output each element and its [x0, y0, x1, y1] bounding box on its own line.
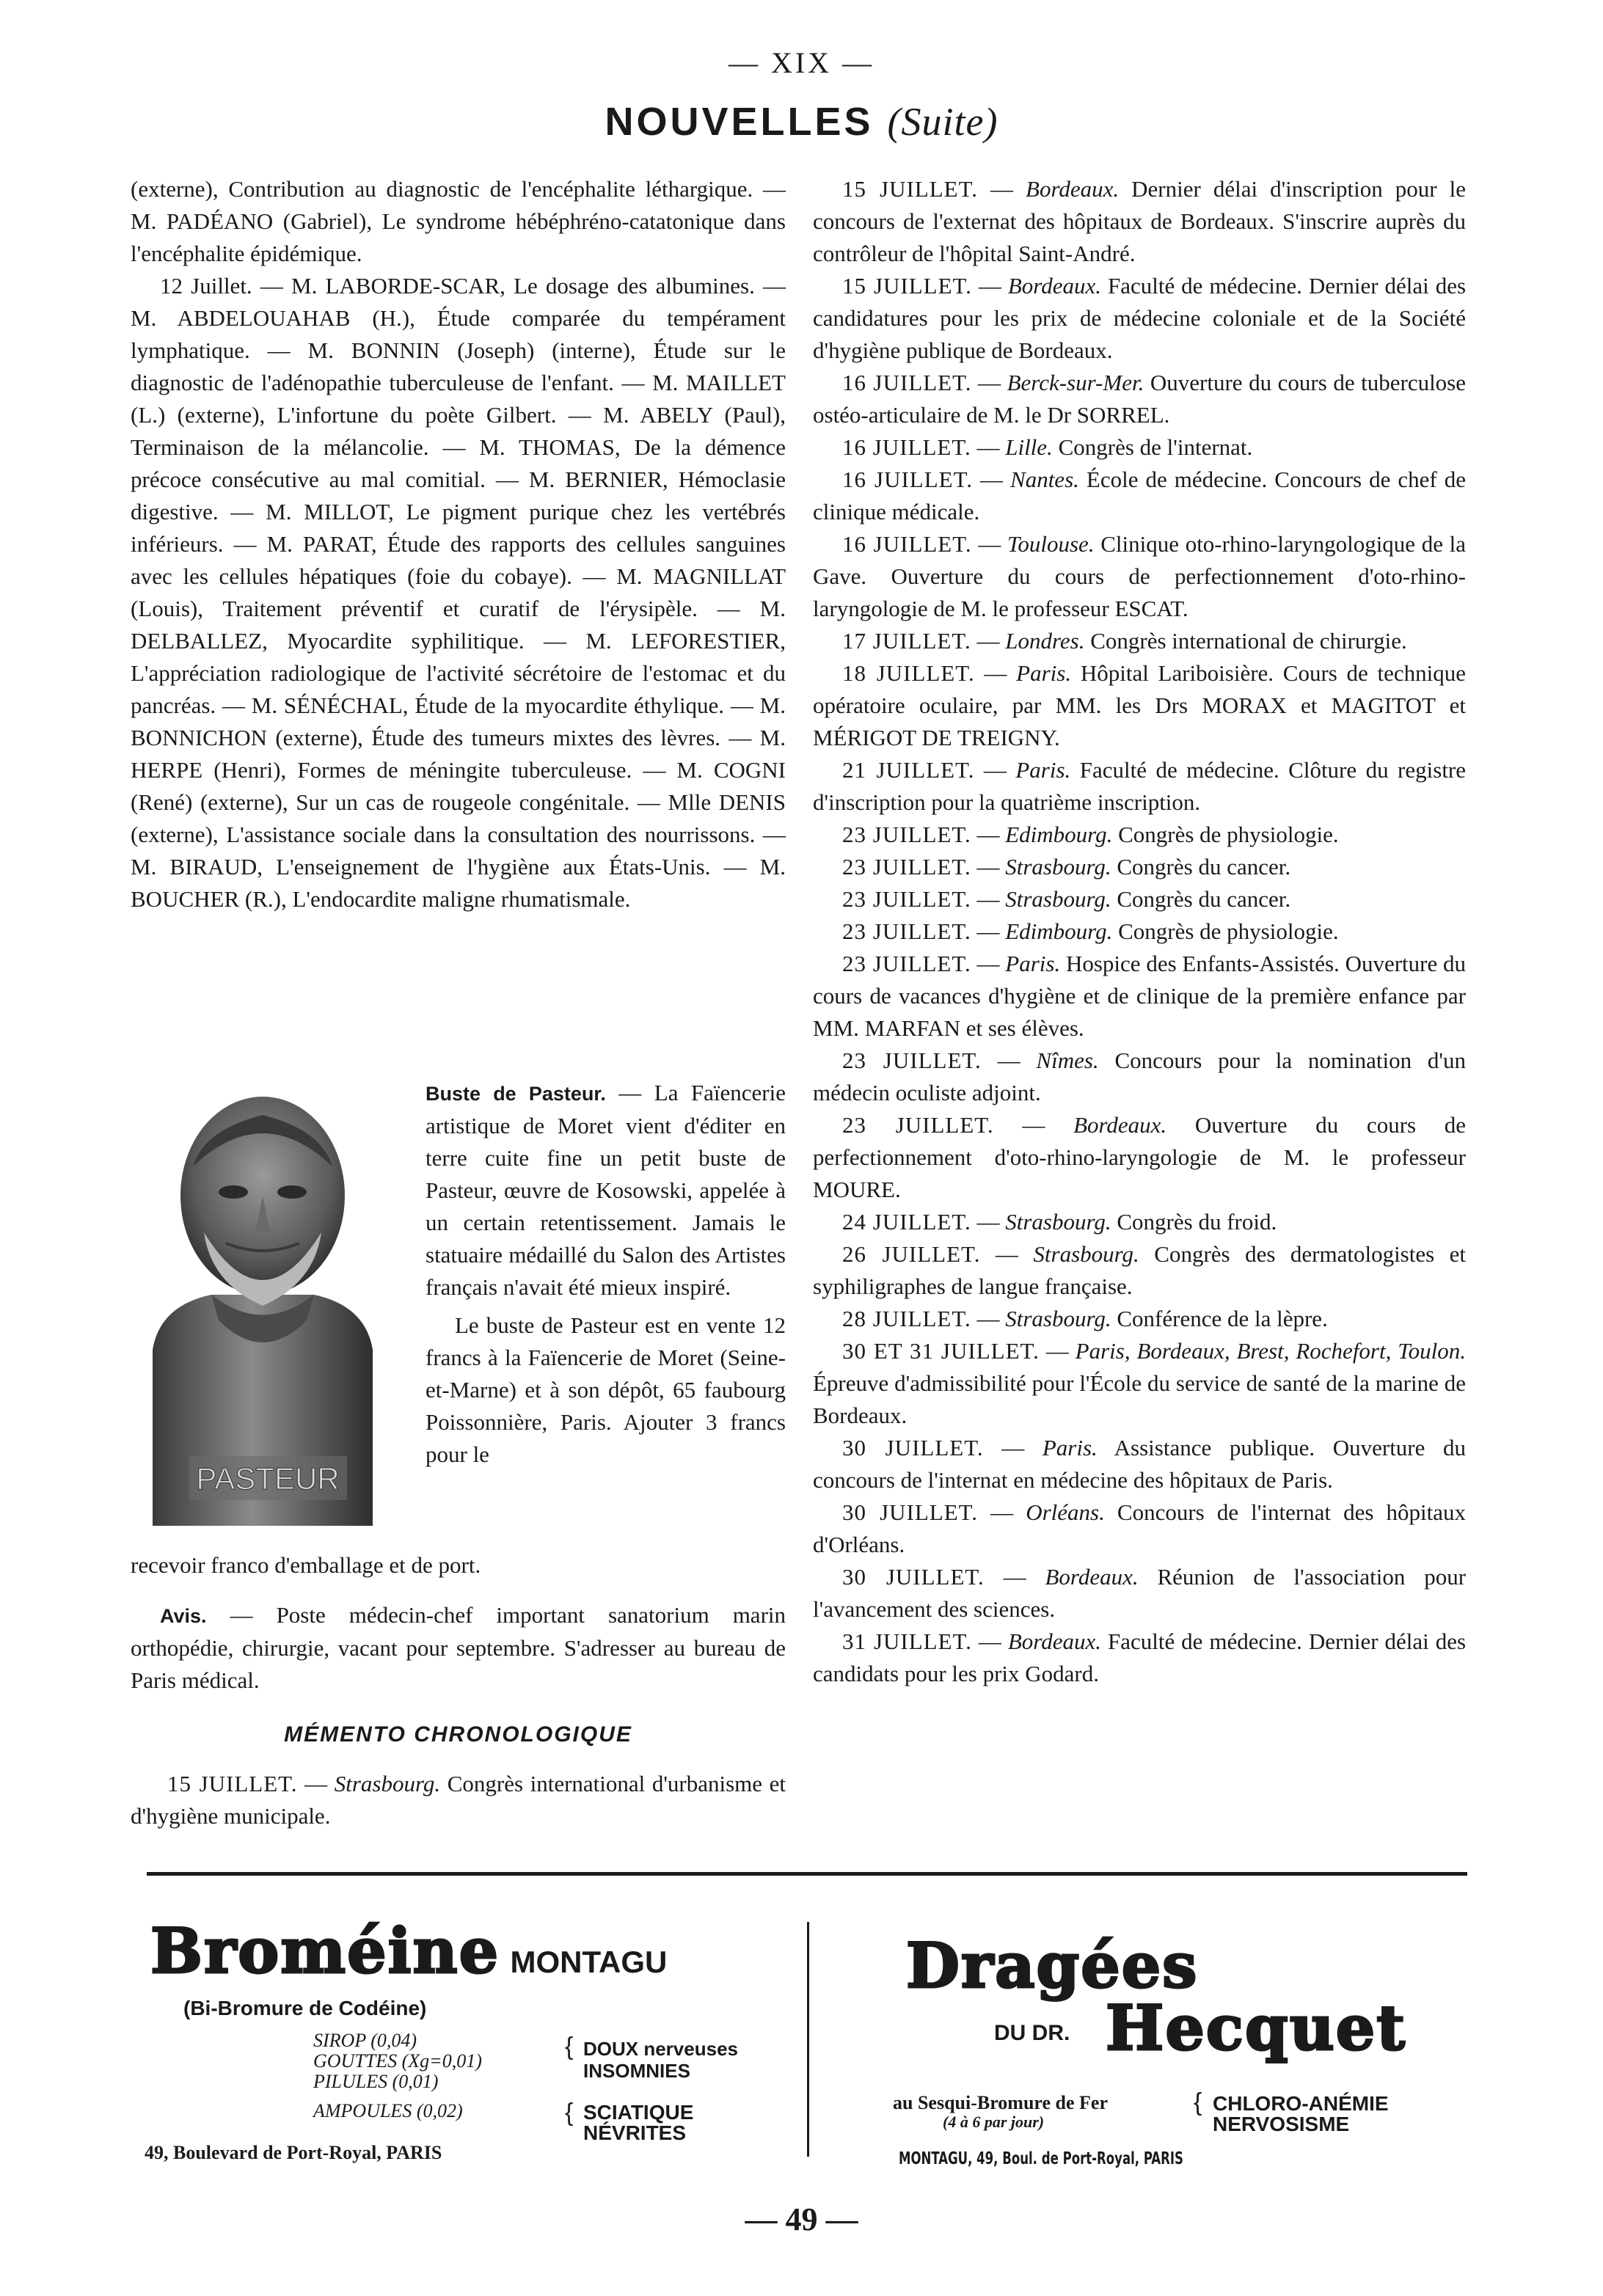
event-text: Congrès du cancer. — [1117, 854, 1291, 880]
event-place: Strasbourg. — [1005, 886, 1111, 912]
memento-first-entry: 15 JUILLET. — Strasbourg. Congrès international d'urbanisme et d'hygiène municipale. — [131, 1771, 786, 1829]
event-place: Paris, Bordeaux, Brest, Rochefort, Toulon. — [1075, 1338, 1466, 1364]
event-entry: 23 JUILLET. — Edimbourg. Congrès de physiologie. — [842, 918, 1339, 944]
event-place: Orléans. — [1026, 1499, 1105, 1525]
event-entry: 16 JUILLET. — Toulouse. Clinique oto-rhino-laryngologique de la Gave. Ouverture du cours de perfectionnement d'oto-rhino-laryngologie de M. le professeur ESCAT. — [813, 531, 1467, 621]
event-place: Paris. — [1015, 757, 1071, 783]
event-entry: 30 JUILLET. — Bordeaux. Réunion de l'association pour l'avancement des sciences. — [813, 1564, 1467, 1622]
event-entry: 30 ET 31 JUILLET. — Paris, Bordeaux, Brest, Rochefort, Toulon. Épreuve d'admissibilité pour l'École du service de santé de la marine de Bordeaux. — [813, 1338, 1466, 1428]
event-place: Paris. — [1016, 660, 1072, 686]
bust-drawing — [131, 1086, 395, 1526]
bust-heading: Buste de Pasteur. — [426, 1083, 606, 1105]
ad-brace-2: { — [565, 2099, 574, 2127]
bust-body-3: recevoir franco d'emballage et de port. — [131, 1552, 481, 1578]
event-place: Paris. — [1042, 1435, 1098, 1460]
ad-dragees-brand-1: Dragées — [906, 1929, 1199, 2002]
event-place: Edimbourg. — [1005, 822, 1113, 847]
event-date: 30 JUILLET. — [842, 1564, 985, 1590]
event-date: 15 JUILLET. — [842, 176, 978, 202]
event-place: Bordeaux. — [1007, 1628, 1101, 1654]
ad-indication: SCIATIQUE — [583, 2101, 694, 2124]
event-text: Réunion de l'association pour l'avancement des sciences. — [813, 1564, 1467, 1622]
plinth-label: PASTEUR — [196, 1461, 340, 1496]
event-place: Nantes. — [1010, 467, 1079, 492]
event-text: Faculté de médecine. Dernier délai des candidats pour les prix Godard. — [813, 1628, 1467, 1686]
event-text: Congrès de l'internat. — [1058, 434, 1253, 460]
event-place: Strasbourg. — [334, 1771, 441, 1796]
event-entry: 15 JUILLET. — Bordeaux. Faculté de médecine. Dernier délai des candidatures pour les prix de médecine coloniale et de la Société d'hygiène publique de Bordeaux. — [813, 273, 1467, 363]
event-date: 31 JUILLET. — [842, 1628, 972, 1654]
event-text: Concours de l'internat des hôpitaux d'Orléans. — [813, 1499, 1466, 1557]
ad-indication: CHLORO-ANÉMIE — [1213, 2092, 1389, 2115]
ad-bromeine-subtitle: (Bi-Bromure de Codéine) — [183, 1997, 427, 2019]
ad-bromeine-indications-2 — [583, 2102, 693, 2143]
event-text: Congrès des dermatologistes et syphiligraphes de langue française. — [813, 1241, 1467, 1299]
event-date: 23 JUILLET. — [842, 854, 971, 880]
event-text: Congrès international d'urbanisme et d'hygiène municipale. — [131, 1771, 786, 1829]
ad-dragees-dose: (4 à 6 par jour) — [943, 2113, 1045, 2131]
event-place: Paris. — [1005, 951, 1061, 976]
ad-dragees-address: MONTAGU, 49, Boul. de Port-Royal, PARIS — [899, 2149, 1183, 2168]
event-place: Edimbourg. — [1005, 918, 1113, 944]
event-place: Nîmes. — [1036, 1048, 1099, 1073]
event-place: Berck-sur-Mer. — [1007, 370, 1144, 395]
event-date: 26 JUILLET. — [842, 1241, 981, 1267]
event-text: Conférence de la lèpre. — [1117, 1306, 1328, 1331]
ad-bromeine-address: 49, Boulevard de Port-Royal, PARIS — [145, 2142, 442, 2163]
event-entry: 23 JUILLET. — Bordeaux. Ouverture du cours de perfectionnement d'oto-rhino-laryngologie de M. le professeur MOURE. — [813, 1112, 1467, 1202]
event-place: Londres. — [1005, 628, 1085, 654]
event-entry: 23 JUILLET. — Strasbourg. Congrès du cancer. — [842, 854, 1291, 880]
ad-dragees-hecquet — [893, 1929, 1471, 2179]
avis-body: — Poste médecin-chef important sanatorium marin orthopédie, chirurgie, vacant pour septembre. S'adresser au bureau de Paris médical. — [131, 1602, 786, 1693]
event-place: Toulouse. — [1007, 531, 1095, 557]
ad-brace-1: { — [565, 2033, 574, 2061]
event-date: 23 JUILLET. — [842, 951, 971, 976]
ad-bromeine-indications-1 — [583, 2038, 738, 2082]
ad-dragees-brand-2: Hecquet — [1106, 1992, 1407, 2064]
ad-form: SIROP (0,04) — [313, 2030, 417, 2051]
event-place: Strasbourg. — [1005, 1306, 1111, 1331]
event-text: Congrès du froid. — [1117, 1209, 1277, 1235]
event-entry: 17 JUILLET. — Londres. Congrès international de chirurgie. — [842, 628, 1407, 654]
ad-bromeine — [145, 1915, 796, 2164]
ad-separator-rule — [147, 1872, 1467, 1876]
event-text: Congrès de physiologie. — [1118, 822, 1339, 847]
ad-vertical-divider — [807, 1922, 809, 2157]
event-entry: 24 JUILLET. — Strasbourg. Congrès du froid. — [842, 1209, 1277, 1235]
event-place: Bordeaux. — [1007, 273, 1101, 299]
event-date: 16 JUILLET. — [842, 531, 972, 557]
event-entry: 23 JUILLET. — Edimbourg. Congrès de physiologie. — [842, 822, 1339, 847]
ad-indication: DOUX nerveuses — [583, 2038, 738, 2060]
event-text: Assistance publique. Ouverture du concours de l'internat en médecine des hôpitaux de Paris. — [813, 1435, 1467, 1493]
event-date: 15 JUILLET. — [842, 273, 972, 299]
ad-bromeine-brand: Broméine — [150, 1915, 500, 1987]
event-text: Ouverture du cours de perfectionnement d'oto-rhino-laryngologie de M. le professeur MOURE. — [813, 1112, 1467, 1202]
ad-indication: INSOMNIES — [583, 2060, 690, 2082]
section-title-suffix: (Suite) — [887, 100, 998, 144]
event-text: Congrès international de chirurgie. — [1090, 628, 1407, 654]
event-entry: 23 JUILLET. — Strasbourg. Congrès du cancer. — [842, 886, 1291, 912]
right-column — [813, 173, 1466, 1690]
event-date: 23 JUILLET. — [842, 1112, 994, 1138]
event-entry: 16 JUILLET. — Berck-sur-Mer. Ouverture du cours de tuberculose ostéo-articulaire de M. le Dr SORREL. — [813, 370, 1467, 428]
event-text: Hôpital Lariboisière. Cours de technique opératoire oculaire, par MM. les Drs MORAX et MAGITOT et MÉRIGOT DE TREIGNY. — [813, 660, 1467, 750]
avis-heading: Avis. — [160, 1605, 207, 1627]
event-place: Bordeaux. — [1026, 176, 1120, 202]
page-roman-numeral: — XIX — — [728, 46, 875, 79]
event-date: 15 JUILLET. — [167, 1771, 298, 1796]
event-entry: 30 JUILLET. — Orléans. Concours de l'internat des hôpitaux d'Orléans. — [813, 1499, 1466, 1557]
event-text: Ouverture du cours de tuberculose ostéo-articulaire de M. le Dr SORREL. — [813, 370, 1467, 428]
left-entry: (externe), Contribution au diagnostic de l'encéphalite léthargique. — M. PADÉANO (Gabriel), Le syndrome hébéphréno-catatonique dans l'encéphalite épidémique. — [131, 176, 786, 266]
event-entry: 31 JUILLET. — Bordeaux. Faculté de médecine. Dernier délai des candidats pour les prix Godard. — [813, 1628, 1467, 1686]
event-place: Bordeaux. — [1073, 1112, 1167, 1138]
event-date: 24 JUILLET. — [842, 1209, 971, 1235]
bust-news-text — [426, 1077, 786, 1471]
event-date: 30 ET 31 JUILLET. — [842, 1338, 1040, 1364]
event-date: 17 JUILLET. — [842, 628, 971, 654]
event-date: 21 JUILLET. — [842, 757, 975, 783]
event-date: 23 JUILLET. — [842, 918, 971, 944]
event-entry: 23 JUILLET. — Paris. Hospice des Enfants-Assistés. Ouverture du cours de vacances d'hygiène et de clinique de la première enfance par MM. MARFAN et ses élèves. — [813, 951, 1466, 1041]
ad-dragees-prefix: DU DR. — [994, 2021, 1070, 2045]
event-date: 16 JUILLET. — [842, 467, 973, 492]
ad-form: AMPOULES (0,02) — [313, 2100, 463, 2121]
left-entry: 12 Juillet. — M. LABORDE-SCAR, Le dosage des albumines. — M. ABDELOUAHAB (H.), Étude comparée du tempérament lymphatique. — M. BONNIN (Joseph) (interne), Étude sur le diagnostic de l'adénopathie tuberculeuse de l'enfant. — M. MAILLET (L.) (externe), L'infortune du poète Gilbert. — M. ABELY (Paul), Terminaison de la mélancolie. — M. THOMAS, De la démence précoce consécutive au mal comitial. — M. BERNIER, Hémoclasie digestive. — M. MILLOT, Le pigment purique chez les vertébrés inférieurs. — M. PARAT, Étude des rapports des cellules sanguines avec les cellules hépatiques (foie du cobaye). — M. MAGNILLAT (Louis), Traitement préventif et curatif de l'érysipèle. — M. DELBALLEZ, Myocardite syphilitique. — M. LEFORESTIER, L'appréciation radiologique de l'activité sécrétoire de l'estomac et du pancréas. — M. SÉNÉCHAL, Étude de la myocardite éthylique. — M. BONNICHON (externe), Étude des tumeurs mixtes des lèvres. — M. HERPE (Henri), Formes de méningite tuberculeuse. — M. COGNI (René) (externe), Sur un cas de rougeole congénitale. — Mlle DENIS (externe), L'assistance sociale dans la consultation des nourrissons. — M. BIRAUD, L'enseignement de l'hygiène aux États-Unis. — M. BOUCHER (R.), L'endocardite maligne rhumatismale. — [131, 273, 786, 912]
event-date: 30 JUILLET. — [842, 1435, 984, 1460]
ad-dragees-desc: au Sesqui-Bromure de Fer — [893, 2092, 1108, 2113]
event-entry: 30 JUILLET. — Paris. Assistance publique. Ouverture du concours de l'internat en médecine des hôpitaux de Paris. — [813, 1435, 1467, 1493]
event-date: 23 JUILLET. — [842, 1048, 982, 1073]
event-text: École de médecine. Concours de chef de clinique médicale. — [813, 467, 1467, 524]
avis-notice — [131, 1599, 786, 1697]
event-place: Bordeaux. — [1045, 1564, 1139, 1590]
event-text: Faculté de médecine. Clôture du registre d'inscription pour la quatrième inscription. — [813, 757, 1467, 815]
event-date: 23 JUILLET. — [842, 886, 971, 912]
bust-body-2: Le buste de Pasteur est en vente 12 francs à la Faïencerie de Moret (Seine-et-Marne) et à son dépôt, 65 faubourg Poissonnière, Paris. Ajouter 3 francs pour le — [426, 1312, 786, 1467]
pasteur-bust-illustration — [131, 1086, 395, 1526]
event-date: 30 JUILLET. — [842, 1499, 979, 1525]
event-entry: 15 JUILLET. — Bordeaux. Dernier délai d'inscription pour le concours de l'externat des hôpitaux de Bordeaux. S'inscrire auprès du contrôleur de l'hôpital Saint-André. — [813, 176, 1466, 266]
event-text: Épreuve d'admissibilité pour l'École du service de santé de la marine de Bordeaux. — [813, 1370, 1466, 1428]
event-entry: 23 JUILLET. — Nîmes. Concours pour la nomination d'un médecin oculiste adjoint. — [813, 1048, 1467, 1105]
event-entry: 21 JUILLET. — Paris. Faculté de médecine. Clôture du registre d'inscription pour la quatrième inscription. — [813, 757, 1467, 815]
event-date: 28 JUILLET. — [842, 1306, 971, 1331]
event-place: Lille. — [1005, 434, 1053, 460]
ad-dragees-indications — [1213, 2094, 1389, 2135]
ad-brace-3: { — [1194, 2088, 1202, 2116]
memento-title: MÉMENTO CHRONOLOGIQUE — [284, 1722, 632, 1747]
event-text: Hospice des Enfants-Assistés. Ouverture du cours de vacances d'hygiène et de clinique de la première enfance par MM. MARFAN et ses élèves. — [813, 951, 1466, 1041]
ad-form: PILULES (0,01) — [313, 2071, 439, 2092]
event-text: Congrès de physiologie. — [1118, 918, 1339, 944]
left-column — [131, 173, 786, 915]
event-place: Strasbourg. — [1005, 1209, 1111, 1235]
page-number: — 49 — — [745, 2201, 858, 2237]
section-title-main: NOUVELLES — [605, 100, 874, 144]
event-text: Dernier délai d'inscription pour le concours de l'externat des hôpitaux de Bordeaux. S'inscrire auprès du contrôleur de l'hôpital Saint-André. — [813, 176, 1466, 266]
event-entry: 16 JUILLET. — Nantes. École de médecine. Concours de chef de clinique médicale. — [813, 467, 1467, 524]
event-place: Strasbourg. — [1005, 854, 1111, 880]
event-entry: 26 JUILLET. — Strasbourg. Congrès des dermatologistes et syphiligraphes de langue française. — [813, 1241, 1467, 1299]
event-date: 23 JUILLET. — [842, 822, 971, 847]
event-entry: 18 JUILLET. — Paris. Hôpital Lariboisière. Cours de technique opératoire oculaire, par MM. les Drs MORAX et MAGITOT et MÉRIGOT DE TREIGNY. — [813, 660, 1467, 750]
ad-bromeine-forms — [313, 2030, 482, 2121]
event-text: Concours pour la nomination d'un médecin oculiste adjoint. — [813, 1048, 1467, 1105]
ad-indication: NERVOSISME — [1213, 2113, 1350, 2135]
bust-body: — La Faïencerie artistique de Moret vient d'éditer en terre cuite fine un petit buste de Pasteur, œuvre de Kosowski, appelée à un certain retentissement. Jamais le statuaire médaillé du Salon des Artistes français n'avait été mieux inspiré. — [426, 1080, 786, 1300]
event-date: 18 JUILLET. — [842, 660, 975, 686]
event-date: 16 JUILLET. — [842, 434, 971, 460]
event-entry: 28 JUILLET. — Strasbourg. Conférence de la lèpre. — [842, 1306, 1328, 1331]
event-entry: 16 JUILLET. — Lille. Congrès de l'internat. — [842, 434, 1253, 460]
event-text: Faculté de médecine. Dernier délai des candidatures pour les prix de médecine coloniale et de la Société d'hygiène publique de Bordeaux. — [813, 273, 1467, 363]
section-title — [0, 99, 1603, 145]
ad-form: GOUTTES (Xg=0,01) — [313, 2050, 482, 2072]
event-text: Clinique oto-rhino-laryngologique de la Gave. Ouverture du cours de perfectionnement d'oto-rhino-laryngologie de M. le professeur ESCAT. — [813, 531, 1467, 621]
event-date: 16 JUILLET. — [842, 370, 972, 395]
ad-bromeine-suffix: MONTAGU — [510, 1945, 668, 1979]
ad-indication: NÉVRITES — [583, 2121, 687, 2144]
event-text: Congrès du cancer. — [1117, 886, 1291, 912]
event-place: Strasbourg. — [1033, 1241, 1139, 1267]
